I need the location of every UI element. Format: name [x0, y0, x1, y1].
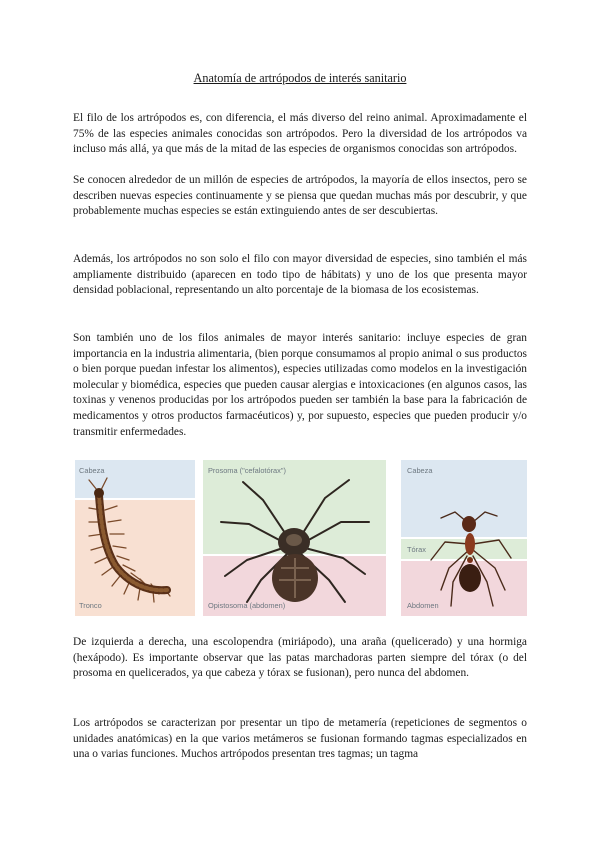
- centipede-head-label: Cabeza: [79, 466, 105, 475]
- centipede-trunk-label: Tronco: [79, 601, 102, 610]
- centipede-illustration: [75, 460, 195, 616]
- spider-prosoma-label: Prosoma ("cefalotórax"): [208, 466, 286, 475]
- paragraph-2: Se conocen alrededor de un millón de especies de artrópodos, la mayoría de ellos insectos, pero se describen nuevas especies continuamente y se piensa que quedan muchas más por descubrir, y que probablemente muchas especies se están extinguiendo antes de ser descubiertas.: [73, 174, 527, 218]
- document-title: Anatomía de artrópodos de interés sanitario: [193, 71, 407, 85]
- paragraph-1: El filo de los artrópodos es, con diferencia, el más diverso del reino animal. Aproximadamente el 75% de las especies animales conocidas son artrópodos. Pero la diversidad de los artrópodos va incluso más allá, ya que más de la mitad de las especies de organismos conocidas son artrópodos.: [73, 112, 527, 156]
- spider-opisthosoma-label: Opistosoma (abdomen): [208, 601, 286, 610]
- ant-illustration: [401, 460, 527, 616]
- spider-panel: [203, 460, 386, 616]
- paragraph-6: Los artrópodos se caracterizan por presentar un tipo de metamería (repeticiones de segmentos o unidades anatómicas) en la que varios metámeros se fusionan formando tagmas especializados en una o varias funciones. Muchos artrópodos presentan tres tagmas; un tagma: [73, 717, 527, 761]
- paragraph-3: Además, los artrópodos no son solo el filo con mayor diversidad de especies, sino también el más ampliamente distribuido (aparecen en todo tipo de hábitats) y uno de los que presenta mayor densidad poblacional, representando un alto porcentaje de la biomasa de los ecosistemas.: [73, 253, 527, 297]
- arthropod-anatomy-figure: [75, 460, 527, 616]
- figure-caption-paragraph: De izquierda a derecha, una escolopendra (miriápodo), una araña (quelicerado) y una hormiga (hexápodo). Es importante observar que las patas marchadoras parten siempre del tórax (o del prosoma en quelicerados, ya que cabeza y tórax se fusionan), pero nunca del abdomen.: [73, 636, 527, 680]
- ant-thorax-label: Tórax: [407, 545, 426, 554]
- paragraph-4: Son también uno de los filos animales de mayor interés sanitario: incluye especies de gran importancia en la industria alimentaria, (bien porque consumamos al propio animal o sus productos o bien porque puedan infestar los alimentos), especies utilizadas como modelos en la investigación molecular y biomédica, especies que pueden causar alergias e intoxicaciones (en algunos casos, las toxinas y venenos producidas por los artrópodos pueden ser también la base para la fabricación de medicamentos y otros productos farmacéuticos) y, por supuesto, especies que pueden producir y/o transmitir enfermedades.: [73, 332, 527, 438]
- ant-abdomen-label: Abdomen: [407, 601, 439, 610]
- ant-panel: [401, 460, 527, 616]
- ant-head-label: Cabeza: [407, 466, 433, 475]
- centipede-panel: [75, 460, 195, 616]
- spider-illustration: [203, 460, 386, 616]
